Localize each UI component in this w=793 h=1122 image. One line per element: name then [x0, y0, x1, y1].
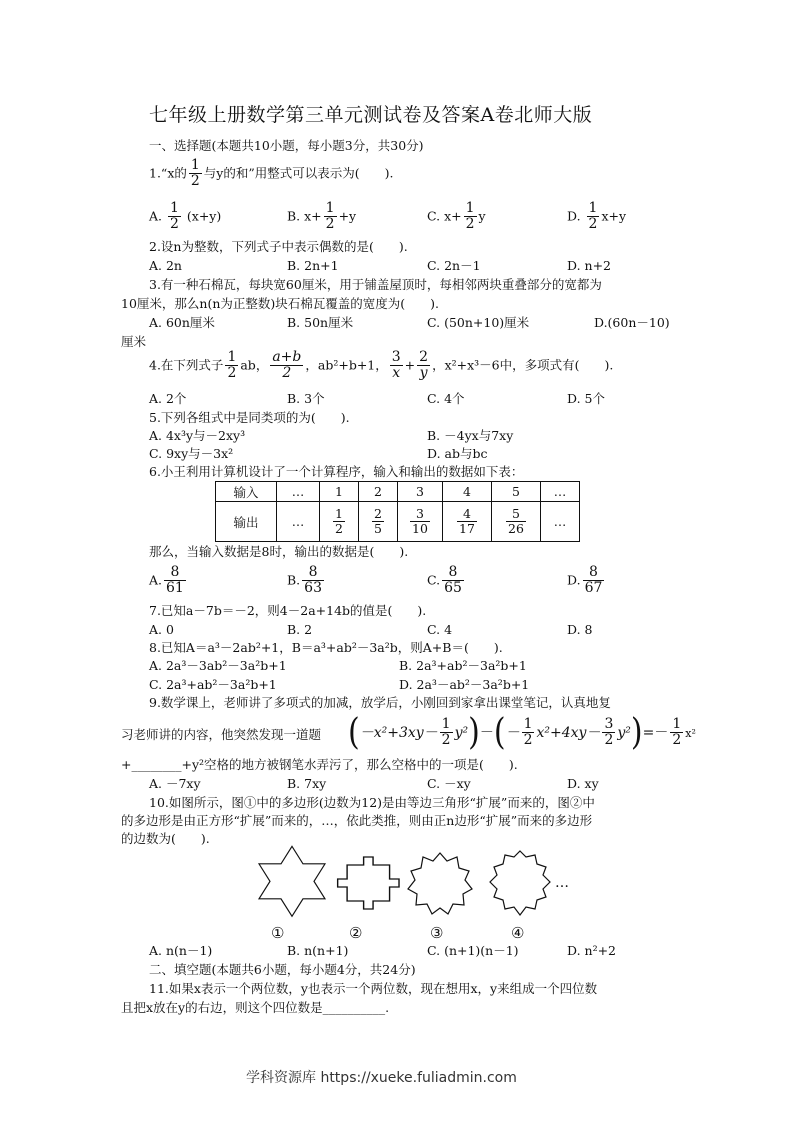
q1-option-a[interactable]: A. $\frac{1}{2}$ (x+y): [149, 200, 222, 233]
q6-option-c[interactable]: C. $\frac{8}{65}$: [427, 564, 462, 597]
q2-option-c[interactable]: C. 2n－1: [427, 258, 481, 273]
q8-option-c[interactable]: C. 2a³+ab²－3a²b+1: [149, 677, 277, 692]
question-1: 1.“x的 $\frac{1}{2}$ 与y的和”用整式可以表示为( ).: [149, 157, 394, 190]
q4-option-a[interactable]: A. 2个: [149, 391, 187, 406]
question-7: 7.已知a－7b＝－2，则4－2a+14b的值是( ).: [149, 603, 427, 618]
question-6: 6.小王利用计算机设计了一个计算程序，输入和输出的数据如下表：: [149, 464, 524, 479]
q5-option-d[interactable]: D. ab与bc: [427, 446, 488, 461]
q9-option-c[interactable]: C. －xy: [427, 776, 471, 791]
question-2: 2.设n为整数，下列式子中表示偶数的是( ).: [149, 239, 408, 254]
figure-4-extended-hexagon: [490, 851, 550, 915]
figure-1-star: [259, 846, 325, 916]
figure-2-extended-square: [338, 857, 399, 909]
question-10-line1: 10.如图所示，图①中的多边形(边数为12)是由等边三角形“扩展”而来的，图②中: [149, 795, 595, 810]
q8-option-a[interactable]: A. 2a³－3ab²－3a²b+1: [149, 658, 287, 673]
q2-option-a[interactable]: A. 2n: [149, 258, 182, 273]
io-cell: …: [541, 482, 580, 502]
q3-option-a[interactable]: A. 60n厘米: [149, 315, 215, 330]
q1-option-b[interactable]: B. x+ $\frac{1}{2}$ +y: [287, 200, 357, 233]
question-9-line3: +________+y²空格的地方被钢笔水弄污了，那么空格中的一项是( ).: [121, 757, 518, 772]
figure-label-3: ③: [430, 924, 444, 942]
q10-option-c[interactable]: C. (n+1)(n－1): [427, 943, 519, 958]
question-9-line1: 9.数学课上，老师讲了多项式的加减，放学后，小刚回到家拿出课堂笔记，认真地复: [149, 695, 611, 710]
q9-option-d[interactable]: D. xy: [567, 776, 599, 791]
q7-option-a[interactable]: A. 0: [149, 622, 174, 637]
question-10-line3: 的边数为( ).: [121, 831, 210, 846]
page-title: 七年级上册数学第三单元测试卷及答案A卷北师大版: [149, 104, 593, 126]
q7-option-d[interactable]: D. 8: [567, 622, 593, 637]
q6-option-d[interactable]: D. $\frac{8}{67}$: [567, 564, 603, 597]
io-cell: 3: [398, 482, 443, 502]
q1-option-d[interactable]: D. $\frac{1}{2}$ x+y: [567, 200, 627, 233]
section-heading-choice: 一、选择题(本题共10小题，每小题3分，共30分): [149, 138, 424, 153]
section-heading-fill: 二、填空题(本题共6小题，每小题4分，共24分): [149, 962, 416, 977]
question-9-line2: 习老师讲的内容，他突然发现一道题: [121, 727, 322, 742]
polygon-figures: [250, 845, 580, 923]
io-cell: 1: [320, 482, 359, 502]
q3-option-d-tail: 厘米: [121, 334, 147, 349]
q8-option-d[interactable]: D. 2a³－ab²－3a²b+1: [399, 677, 530, 692]
q7-option-c[interactable]: C. 4: [427, 622, 453, 637]
q6-option-a[interactable]: A. $\frac{8}{61}$: [149, 564, 184, 597]
q5-option-c[interactable]: C. 9xy与－3x²: [149, 446, 234, 461]
q2-option-d[interactable]: D. n+2: [567, 258, 612, 273]
io-cell: …: [277, 502, 320, 542]
io-cell: $\frac{3}{10}$: [398, 502, 443, 542]
figure-label-4: ④: [511, 924, 525, 942]
question-10-line2: 的多边形是由正方形“扩展”而来的，…，依此类推，则由正n边形“扩展”而来的多边形: [121, 813, 593, 828]
q9-expression: (－x²+3xy－ $\frac{1}{2}$ y²)－(－ $\frac{1}{2}$ x²+4xy－ $\frac{3}{2}$ y²)=－ $\frac{1}{2}$ x²: [348, 711, 696, 754]
q5-option-a[interactable]: A. 4x³y与－2xy³: [149, 428, 246, 443]
q4-option-d[interactable]: D. 5个: [567, 391, 605, 406]
q9-option-a[interactable]: A. －7xy: [149, 776, 201, 791]
io-cell: …: [541, 502, 580, 542]
io-cell: $\frac{5}{26}$: [492, 502, 541, 542]
io-cell: $\frac{4}{17}$: [443, 502, 492, 542]
io-table: [215, 481, 580, 542]
q1-option-c[interactable]: C. x+ $\frac{1}{2}$ y: [427, 200, 486, 233]
question-4: 4.在下列式子 $\frac{1}{2}$ ab， $\frac{a+b}{2}$ ，ab²+b+1， $\frac{3}{x}$ + $\frac{2}{y}$ ，x²+x³－6中，多项式有( ).: [149, 349, 614, 382]
io-row-output: [216, 502, 580, 542]
q2-option-b[interactable]: B. 2n+1: [287, 258, 339, 273]
q4-option-b[interactable]: B. 3个: [287, 391, 325, 406]
q8-option-b[interactable]: B. 2a³+ab²－3a²b+1: [399, 658, 527, 673]
io-input-label: 输入: [216, 482, 277, 502]
io-output-label: 输出: [216, 502, 277, 542]
q7-option-b[interactable]: B. 2: [287, 622, 313, 637]
figure-ellipsis: …: [555, 875, 569, 891]
q3-option-b[interactable]: B. 50n厘米: [287, 315, 354, 330]
question-3-line2: 10厘米，那么n(n为正整数)块石棉瓦覆盖的宽度为( ).: [121, 296, 439, 311]
io-cell: $\frac{2}{5}$: [359, 502, 398, 542]
io-cell: …: [277, 482, 320, 502]
io-cell: 4: [443, 482, 492, 502]
q3-option-c[interactable]: C. (50n+10)厘米: [427, 315, 530, 330]
question-6-followup: 那么，当输入数据是8时，输出的数据是( ).: [149, 544, 409, 559]
q10-option-d[interactable]: D. n²+2: [567, 943, 617, 958]
figure-label-1: ①: [271, 924, 285, 942]
q10-option-b[interactable]: B. n(n+1): [287, 943, 349, 958]
q6-option-b[interactable]: B. $\frac{8}{63}$: [287, 564, 322, 597]
q10-option-a[interactable]: A. n(n－1): [149, 943, 213, 958]
question-3-line1: 3.有一种石棉瓦，每块宽60厘米，用于铺盖屋顶时，每相邻两块重叠部分的宽都为: [149, 277, 602, 292]
question-11-line1: 11.如果x表示一个两位数，y也表示一个两位数，现在想用x，y来组成一个四位数: [149, 981, 598, 996]
question-5: 5.下列各组式中是同类项的为( ).: [149, 410, 350, 425]
question-8: 8.已知A＝a³－2ab²+1，B＝a³+ab²－3a²b，则A+B＝( ).: [149, 640, 503, 655]
io-cell: 5: [492, 482, 541, 502]
io-row-input: [216, 482, 580, 502]
io-cell: 2: [359, 482, 398, 502]
footer-watermark: 学科资源库 https://xueke.fuliadmin.com: [246, 1070, 517, 1086]
io-cell: $\frac{1}{2}$: [320, 502, 359, 542]
figure-3-extended-pentagon: [408, 853, 472, 914]
question-11-line2: 且把x放在y的右边，则这个四位数是__________.: [121, 1000, 390, 1015]
figure-label-2: ②: [349, 924, 363, 942]
q9-option-b[interactable]: B. 7xy: [287, 776, 327, 791]
q3-option-d[interactable]: D.(60n－10): [594, 315, 670, 330]
q5-option-b[interactable]: B. －4yx与7xy: [427, 428, 514, 443]
q4-option-c[interactable]: C. 4个: [427, 391, 465, 406]
